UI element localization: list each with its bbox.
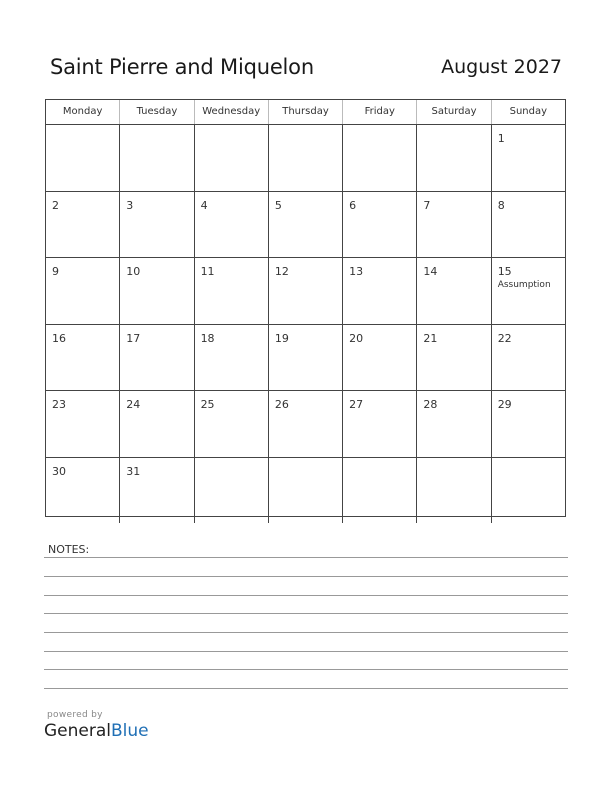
day-cell — [492, 325, 565, 391]
day-number: 31 — [126, 464, 141, 478]
week-row — [46, 192, 565, 259]
day-number: 5 — [274, 198, 282, 212]
day-number: 30 — [52, 464, 66, 478]
week-row — [46, 258, 565, 325]
day-number: 10 — [126, 265, 141, 278]
day-number: 24 — [126, 398, 141, 411]
day-cell — [492, 125, 565, 191]
day-number: 7 — [423, 198, 431, 212]
weekday-header — [46, 100, 565, 125]
notes-line — [44, 669, 568, 670]
weekday-label: Wednesday — [195, 100, 269, 124]
day-cell — [417, 391, 491, 457]
day-number: 3 — [126, 198, 134, 212]
day-cell — [417, 192, 491, 258]
empty-day-cell — [46, 125, 120, 191]
day-cell — [492, 391, 565, 457]
notes-line — [44, 595, 568, 596]
weekday-label: Monday — [46, 100, 120, 124]
day-cell — [343, 258, 417, 324]
day-cell — [269, 325, 343, 391]
day-cell — [120, 192, 194, 258]
holiday-label: Assumption — [497, 280, 551, 290]
week-row — [46, 391, 565, 458]
day-number: 2 — [52, 198, 59, 212]
powered-by-text: powered by — [47, 710, 103, 720]
day-number: 16 — [52, 331, 66, 345]
day-cell — [195, 258, 269, 324]
brand-name-part1: General — [44, 721, 111, 741]
week-row — [46, 325, 565, 392]
day-number: 13 — [349, 265, 364, 278]
week-row — [46, 458, 565, 524]
day-cell — [195, 391, 269, 457]
day-number: 28 — [423, 398, 438, 411]
day-number: 22 — [497, 331, 512, 345]
empty-day-cell — [120, 125, 194, 191]
notes-line — [44, 557, 568, 558]
day-cell — [120, 458, 194, 524]
day-cell — [269, 192, 343, 258]
notes-line — [44, 688, 568, 689]
day-number: 4 — [200, 198, 208, 212]
day-cell — [492, 192, 565, 258]
weekday-label: Tuesday — [120, 100, 194, 124]
day-number: 29 — [497, 398, 512, 411]
brand-name-part2: Blue — [111, 721, 149, 741]
empty-day-cell — [343, 125, 417, 191]
day-number: 27 — [349, 398, 364, 411]
day-cell — [269, 258, 343, 324]
day-number: 19 — [274, 331, 289, 345]
day-number: 23 — [52, 398, 66, 411]
calendar-title: Saint Pierre and Miquelon — [50, 55, 314, 79]
notes-line — [44, 576, 568, 577]
day-number: 25 — [200, 398, 215, 411]
day-cell — [343, 325, 417, 391]
empty-day-cell — [492, 458, 565, 524]
day-number: 6 — [349, 198, 357, 212]
day-cell — [46, 192, 120, 258]
weekday-label: Sunday — [509, 106, 548, 117]
empty-day-cell — [417, 458, 491, 524]
day-cell — [46, 325, 120, 391]
weekday-label: Saturday — [417, 100, 491, 124]
weekday-label: Friday — [343, 100, 417, 124]
day-cell — [195, 325, 269, 391]
calendar-month: August 2027 — [441, 56, 562, 78]
day-number: 15 — [497, 265, 512, 278]
day-cell — [195, 192, 269, 258]
day-cell — [46, 258, 120, 324]
notes-line — [44, 651, 568, 652]
empty-day-cell — [195, 125, 269, 191]
empty-day-cell — [195, 458, 269, 524]
day-number: 1 — [497, 132, 505, 145]
day-cell — [417, 325, 491, 391]
empty-day-cell — [417, 125, 491, 191]
day-number: 8 — [497, 198, 505, 212]
day-cell — [120, 325, 194, 391]
day-cell — [46, 391, 120, 457]
weekday-label: Thursday — [269, 100, 343, 124]
day-number: 9 — [52, 265, 59, 278]
day-number: 14 — [423, 265, 438, 278]
day-cell — [46, 458, 120, 524]
day-number: 17 — [126, 331, 141, 345]
day-number: 18 — [200, 331, 215, 345]
day-cell — [120, 391, 194, 457]
day-number: 20 — [349, 331, 364, 345]
week-row — [46, 125, 565, 192]
day-cell — [343, 391, 417, 457]
day-cell — [269, 391, 343, 457]
empty-day-cell — [343, 458, 417, 524]
day-number: 26 — [274, 398, 289, 411]
empty-day-cell — [269, 125, 343, 191]
day-cell — [417, 258, 491, 324]
notes-label: NOTES: — [48, 543, 90, 556]
day-number: 12 — [274, 265, 289, 278]
day-number: 11 — [200, 265, 215, 278]
calendar-grid — [45, 99, 566, 517]
day-number: 21 — [423, 331, 438, 345]
day-cell — [492, 258, 565, 324]
notes-line — [44, 613, 568, 614]
empty-day-cell — [269, 458, 343, 524]
day-cell — [120, 258, 194, 324]
brand-logo[interactable] — [44, 721, 149, 741]
notes-line — [44, 632, 568, 633]
day-cell — [343, 192, 417, 258]
